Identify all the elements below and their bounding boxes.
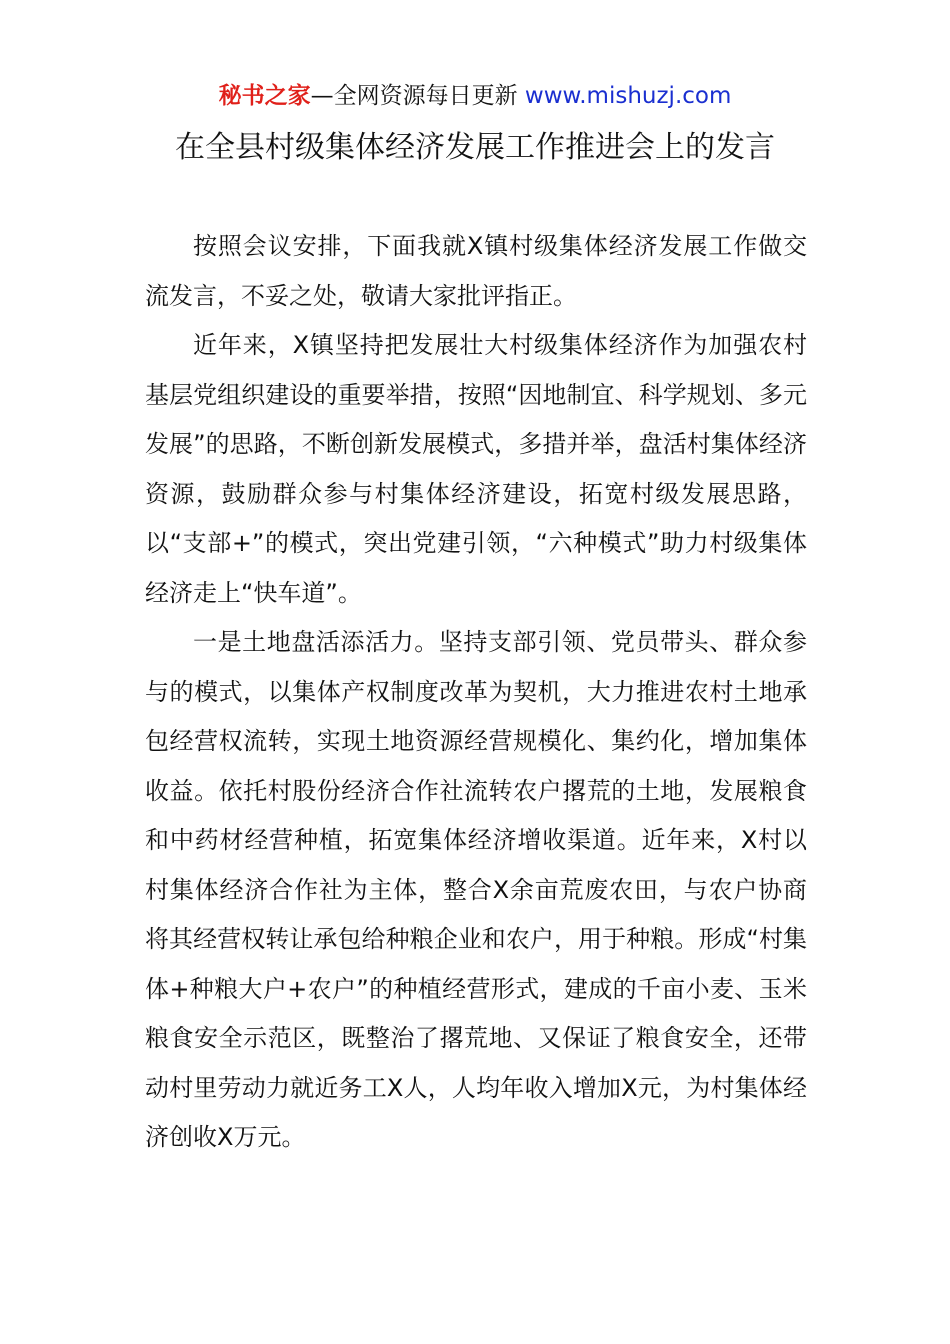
document-body bbox=[145, 222, 807, 1163]
header-tagline: —全网资源每日更新 bbox=[310, 83, 518, 109]
paragraph-intro: 按照会议安排，下面我就X镇村级集体经济发展工作做交流发言，不妥之处，敬请大家批评指正。 bbox=[145, 232, 807, 310]
site-header bbox=[0, 80, 950, 112]
brand-name: 秘书之家 bbox=[218, 83, 311, 109]
document-title: 在全县村级集体经济发展工作推进会上的发言 bbox=[175, 130, 775, 165]
paragraph-overview: 近年来，X镇坚持把发展壮大村级集体经济作为加强农村基层党组织建设的重要举措，按照“因地制宜、科学规划、多元发展”的思路，不断创新发展模式，多措并举，盘活村集体经济资源，鼓励群众参与村集体经济建设，拓宽村级发展思路，以“支部+”的模式，突出党建引领，“六种模式”助力村级集体经济走上“快车道”。 bbox=[145, 331, 807, 607]
paragraph-land-revitalization: 一是土地盘活添活力。坚持支部引领、党员带头、群众参与的模式，以集体产权制度改革为契机，大力推进农村土地承包经营权流转，实现土地资源经营规模化、集约化，增加集体收益。依托村股份经济合作社流转农户撂荒的土地，发展粮食和中药材经营种植，拓宽集体经济增收渠道。近年来，X村以村集体经济合作社为主体，整合X余亩荒废农田，与农户协商将其经营权转让承包给种粮企业和农户，用于种粮。形成“村集体+种粮大户+农户”的种植经营形式，建成的千亩小麦、玉米粮食安全示范区，既整治了撂荒地、又保证了粮食安全，还带动村里劳动力就近务工X人，人均年收入增加X元，为村集体经济创收X万元。 bbox=[145, 628, 807, 1151]
site-url[interactable]: www.mishuzj.com bbox=[524, 83, 732, 109]
